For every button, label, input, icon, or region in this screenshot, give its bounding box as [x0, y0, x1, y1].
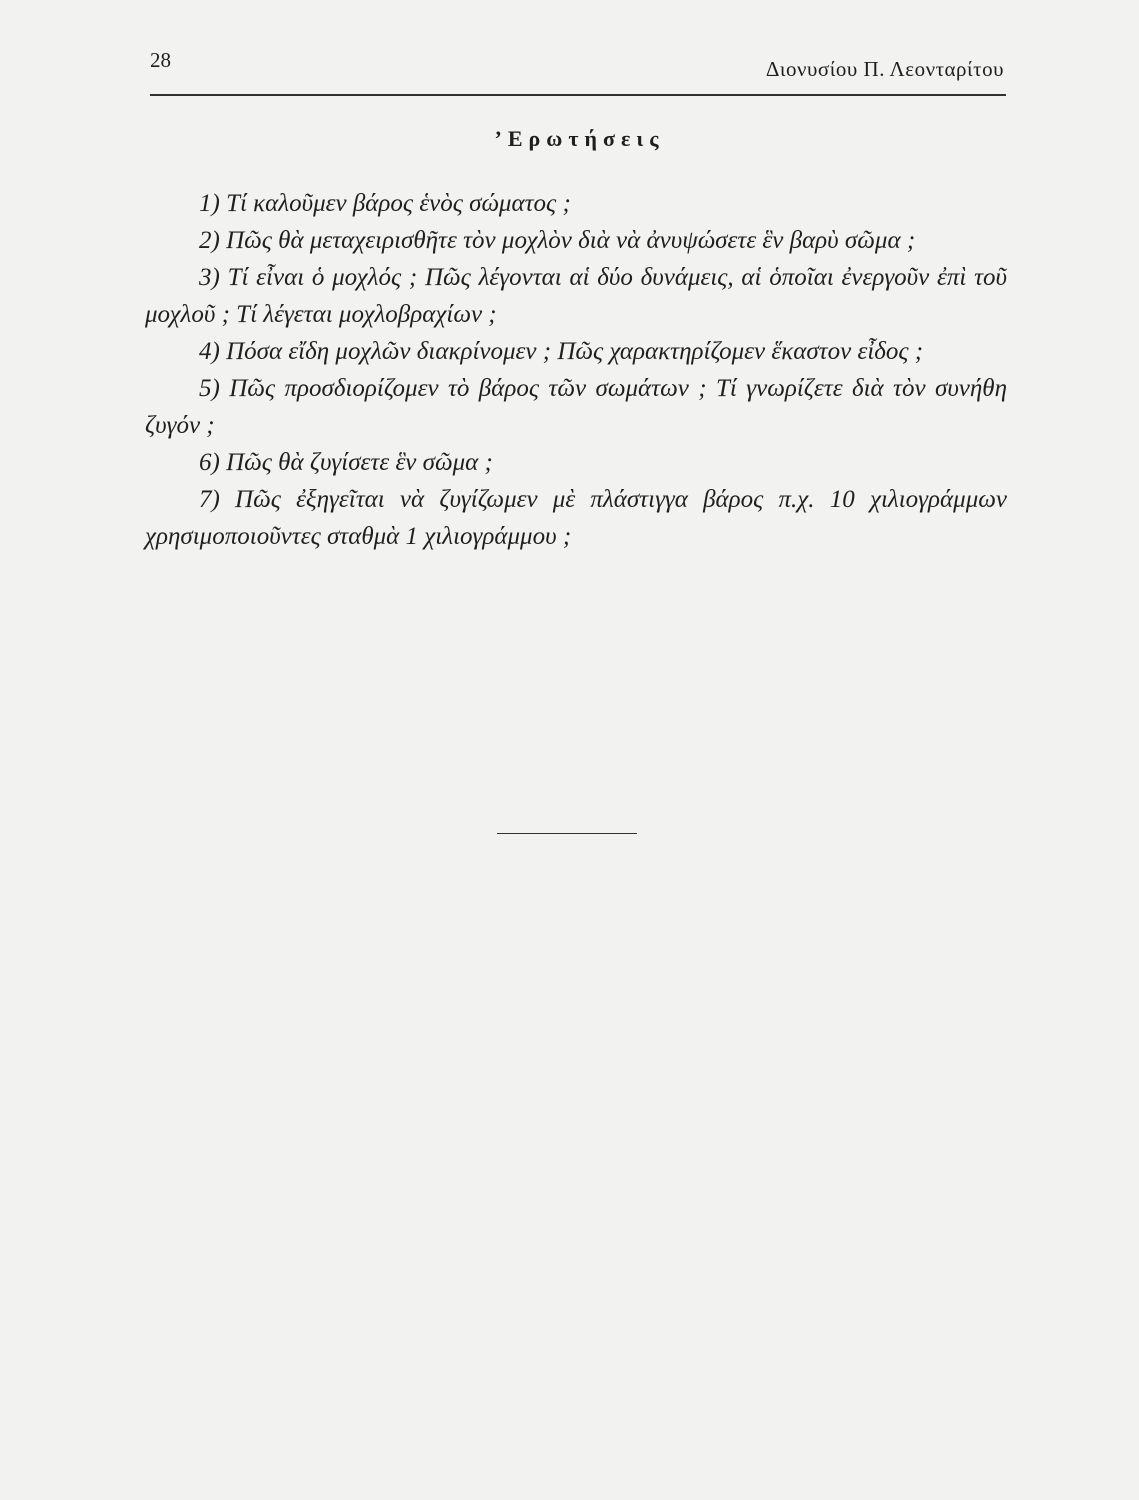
section-end-rule — [497, 833, 637, 834]
section-heading: ’Ερωτήσεις — [494, 126, 665, 151]
question-5: 5) Πῶς προσδιορίζομεν τὸ βάρος τῶν σωμάτων ; Τί γνωρίζετε διὰ τὸν συνήθη ζυγόν ; — [145, 375, 1007, 439]
questions-list — [145, 185, 1007, 555]
page-number: 28 — [150, 48, 171, 72]
question-6: 6) Πῶς θὰ ζυγίσετε ἓν σῶμα ; — [199, 449, 493, 476]
header-rule — [150, 94, 1006, 96]
question-3: 3) Τί εἶναι ὁ μοχλός ; Πῶς λέγονται αἱ δύο δυνάμεις, αἱ ὁποῖαι ἐνεργοῦν ἐπὶ τοῦ μοχλοῦ ; Τί λέγεται μοχλοβραχίων ; — [145, 264, 1007, 328]
question-4: 4) Πόσα εἴδη μοχλῶν διακρίνομεν ; Πῶς χαρακτηρίζομεν ἕκαστον εἶδος ; — [199, 338, 924, 365]
question-7: 7) Πῶς ἐξηγεῖται νὰ ζυγίζωμεν μὲ πλάστιγγα βάρος π.χ. 10 χιλιογράμμων χρησιμοποιοῦντες σταθμὰ 1 χιλιογράμμου ; — [145, 486, 1007, 550]
running-head — [150, 44, 1006, 88]
question-2: 2) Πῶς θὰ μεταχειρισθῆτε τὸν μοχλὸν διὰ νὰ ἀνυψώσετε ἓν βαρὺ σῶμα ; — [199, 227, 916, 254]
question-1: 1) Τί καλοῦμεν βάρος ἑνὸς σώματος ; — [199, 190, 571, 217]
running-title: Διονυσίου Π. Λεονταρίτου — [765, 57, 1004, 81]
